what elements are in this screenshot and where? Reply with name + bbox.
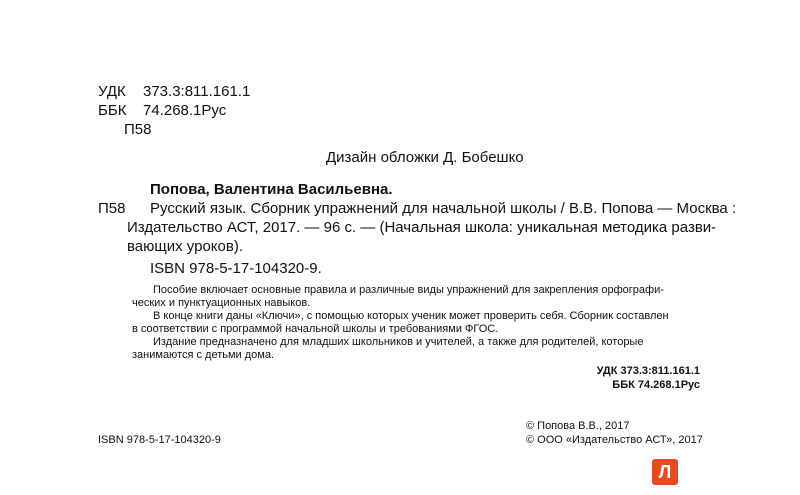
record-line-2: Издательство АСТ, 2017. — 96 с. — (Начальная школа: уникальная методика разви- [127, 219, 717, 236]
record-isbn: ISBN 978-5-17-104320-9. [150, 260, 322, 277]
bbk-value: 74.268.1Рус [143, 102, 227, 119]
publisher-logo-icon [652, 459, 678, 485]
annotation-line-3: В конце книги даны «Ключи», с помощью которых ученик может проверить себя. Сборник составлен [153, 310, 669, 322]
copyright-author: © Попова В.В., 2017 [526, 420, 630, 432]
bottom-isbn: ISBN 978-5-17-104320-9 [98, 434, 221, 446]
author-code: П58 [124, 121, 152, 138]
annotation-line-2: ческих и пунктуационных навыков. [132, 297, 311, 309]
record-line-3: вающих уроков). [127, 238, 244, 255]
record-author: Попова, Валентина Васильевна. [150, 181, 393, 198]
annotation-line-5: Издание предназначено для младших школьников и учителей, а также для родителей, которые [153, 336, 644, 348]
bbk-label: ББК [98, 102, 127, 119]
copyright-publisher: © ООО «Издательство АСТ», 2017 [526, 434, 703, 446]
footer-udk: УДК 373.3:811.161.1 [596, 365, 700, 377]
record-code: П58 [98, 200, 126, 217]
footer-bbk: ББК 74.268.1Рус [612, 379, 700, 391]
logo-letter: Л [658, 461, 672, 482]
udk-value: 373.3:811.161.1 [143, 83, 251, 100]
annotation-line-1: Пособие включает основные правила и различные виды упражнений для закрепления орфографи- [153, 284, 664, 296]
cover-design-credit: Дизайн обложки Д. Бобешко [326, 149, 524, 166]
record-line-1: Русский язык. Сборник упражнений для начальной школы / В.В. Попова — Москва : [150, 200, 737, 217]
annotation-line-4: в соответствии с программой начальной школы и требованиями ФГОС. [132, 323, 499, 335]
annotation-line-6: занимаются с детьми дома. [132, 349, 275, 361]
udk-label: УДК [98, 83, 126, 100]
